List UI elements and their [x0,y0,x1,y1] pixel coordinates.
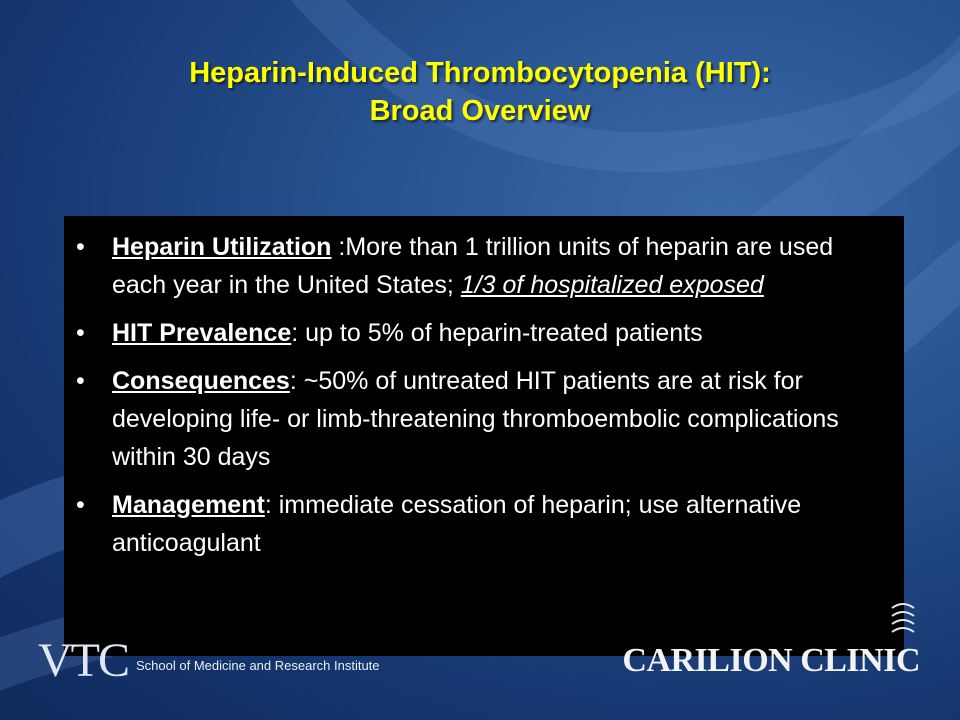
vtc-logo-icon [36,628,136,686]
bullet-dot-icon: • [76,233,85,261]
vtc-subtitle: School of Medicine and Research Institute [136,658,380,673]
bullet-dot-icon: • [76,491,85,519]
slide-title-line-2: Broad Overview [369,95,591,127]
bullet-text: : immediate cessation of heparin; use alternative anticoagulant [112,491,802,557]
slide-title [40,54,920,130]
bullet-term: Consequences [112,367,290,395]
carilion-emblem-icon [888,598,918,638]
bullet-dot-icon: • [76,367,85,395]
bullet-consequences [74,362,890,476]
carilion-logo [622,640,920,690]
bullet-dot-icon: • [76,319,85,347]
slide-title-line-1: Heparin-Induced Thrombocytopenia (HIT): [189,57,771,89]
bullet-text: :More than 1 trillion units of heparin are used each year in the United States; [112,233,834,299]
bullet-heparin-utilization [74,228,890,304]
bullet-text: : up to 5% of heparin-treated patients [291,319,703,347]
carilion-logo-text: CARILION CLINIC [622,642,920,679]
bullet-term: HIT Prevalence [112,319,292,347]
bullet-text: : ~50% of untreated HIT patients are at risk for developing life- or limb-threatening thromboembolic complications within 30 days [112,367,839,471]
content-panel [64,216,904,656]
vtc-logo [36,628,380,688]
vtc-logo-text: VTC [38,634,128,686]
bullet-term: Management [112,491,265,519]
bullet-hit-prevalence [74,314,890,352]
bullet-list [74,228,890,562]
bullet-term: Heparin Utilization [112,233,332,261]
bullet-emphasis: 1/3 of hospitalized exposed [460,271,764,299]
bullet-management [74,486,890,562]
